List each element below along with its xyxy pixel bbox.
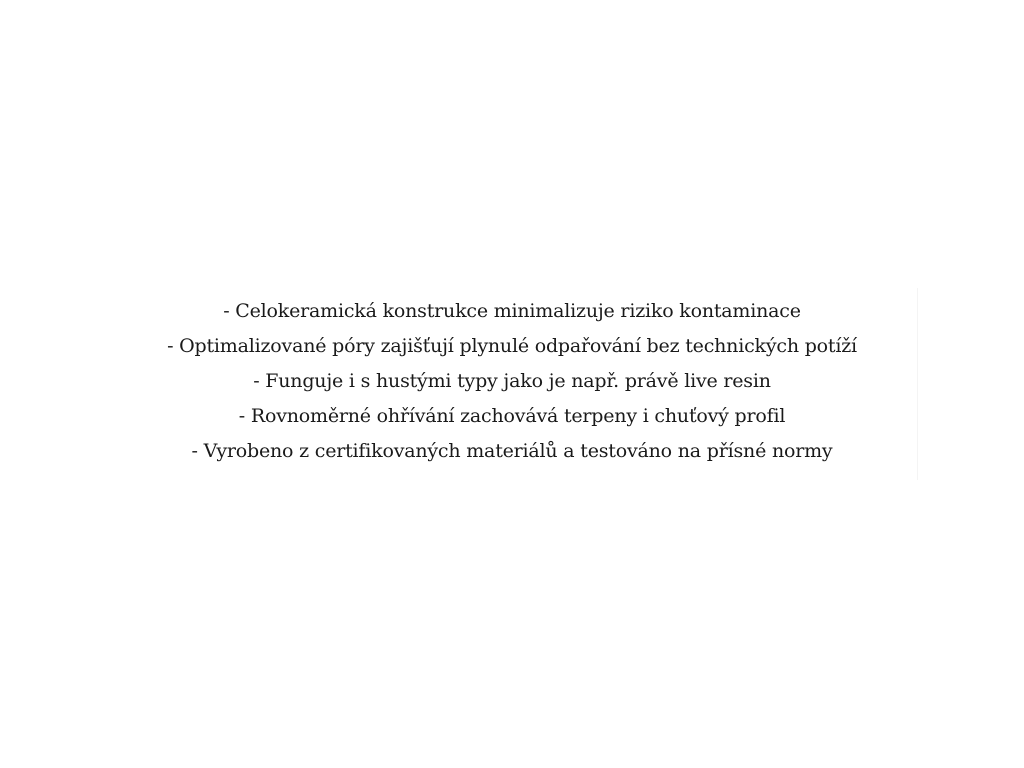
feature-list xyxy=(0,294,1024,469)
feature-item-2: - Optimalizované póry zajišťují plynulé odpařování bez technických potíží xyxy=(167,335,857,357)
feature-item-3: - Funguje i s hustými typy jako je např. právě live resin xyxy=(253,370,771,392)
faint-divider xyxy=(917,288,918,480)
feature-item-1: - Celokeramická konstrukce minimalizuje riziko kontaminace xyxy=(223,300,801,322)
feature-item-5: - Vyrobeno z certifikovaných materiálů a testováno na přísné normy xyxy=(191,440,833,462)
feature-item-4: - Rovnoměrné ohřívání zachovává terpeny i chuťový profil xyxy=(238,405,786,427)
